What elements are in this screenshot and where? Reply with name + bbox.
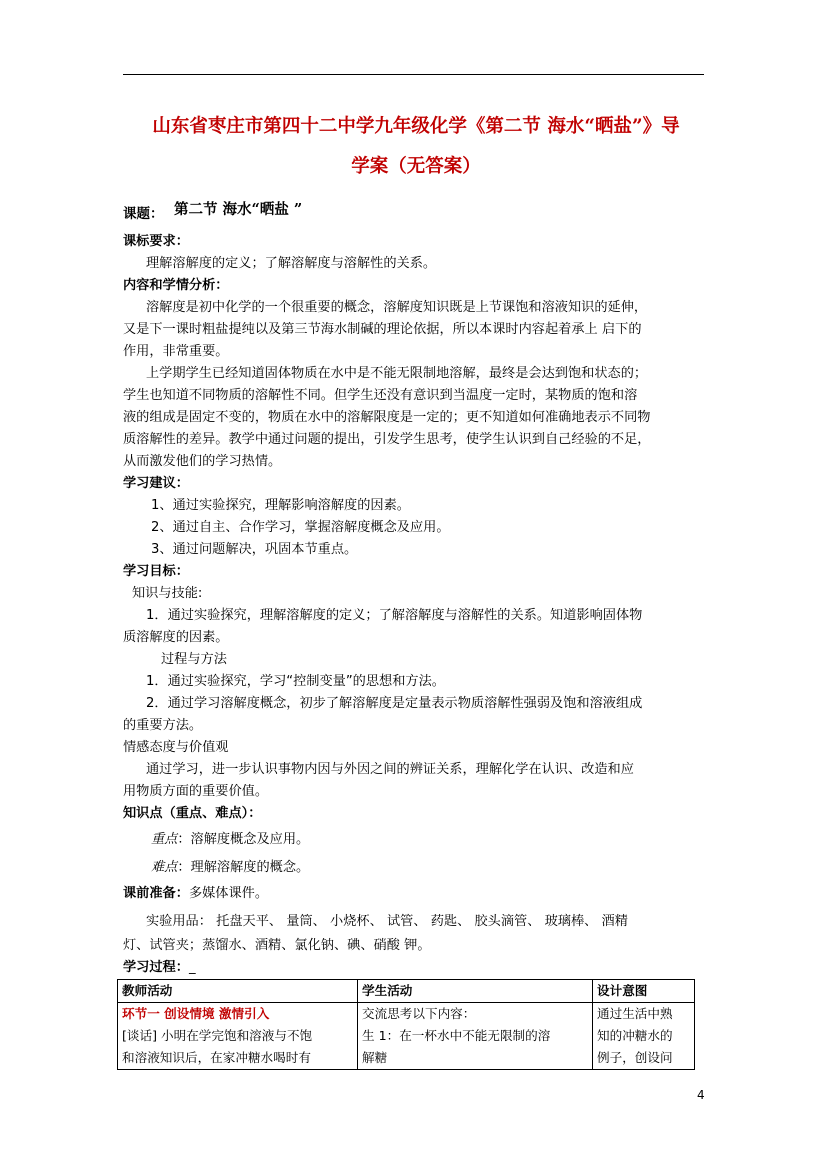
stage-title: 环节一 创设情境 激情引入 (122, 1006, 270, 1021)
knowledge-line: 1．通过实验探究，理解溶解度的定义；了解溶解度与溶解性的关系。知道影响固体物 (146, 608, 643, 623)
student-line: 交流思考以下内容： (362, 1006, 476, 1021)
supplies-line: 灯、试管夹；蒸馏水、酒精、氯化钠、碘、硝酸 钾。 (123, 938, 431, 953)
emotion-line: 用物质方面的重要价值。 (123, 784, 269, 799)
table-header-row (118, 980, 695, 1003)
table-row (118, 1003, 695, 1070)
analysis-p2-line: 学生也知道不同物质的溶解性不同。但学生还没有意识到当温度一定时，某物质的饱和溶 (123, 388, 638, 403)
prep-text: 多媒体课件。 (188, 886, 269, 901)
process-method-item: 的重要方法。 (123, 718, 203, 733)
student-line: 生 1：在一杯水中不能无限制的溶 (362, 1028, 551, 1043)
process-method-item: 1．通过实验探究，学习“控制变量”的思想和方法。 (146, 674, 445, 689)
analysis-p2-line: 上学期学生已经知道固体物质在水中是不能无限制地溶解，最终是会达到饱和状态的； (146, 366, 648, 381)
key-point-text: ：溶解度概念及应用。 (177, 832, 310, 847)
document-title-line-1: 山东省枣庄市第四十二中学九年级化学《第二节 海水“晒盐”》导 (152, 116, 680, 137)
header-student: 学生活动 (358, 980, 593, 1003)
student-line: 解糖 (362, 1050, 388, 1065)
standard-label: 课标要求： (123, 234, 189, 249)
suggestion-item: 2、通过自主、合作学习，掌握溶解度概念及应用。 (151, 520, 450, 535)
emotion-label: 情感态度与价值观 (123, 740, 229, 755)
standard-text: 理解溶解度的定义；了解溶解度与溶解性的关系。 (146, 256, 437, 271)
document-title-line-2: 学案（无答案） (351, 156, 481, 177)
analysis-p1-line: 溶解度是初中化学的一个很重要的概念，溶解度知识既是上节课饱和溶液知识的延伸， (146, 300, 648, 315)
analysis-p1-line: 又是下一课时粗盐提纯以及第三节海水制碱的理论依据，所以本课时内容起着承上 启下的 (123, 322, 642, 337)
process-line (123, 958, 196, 978)
design-line: 通过生活中熟 (597, 1006, 673, 1021)
suggestions-label: 学习建议： (123, 476, 189, 491)
emotion-line: 通过学习，进一步认识事物内因与外因之间的辨证关系，理解化学在认识、改造和应 (146, 762, 634, 777)
learning-process-table (117, 979, 695, 1070)
key-point-label: 重点 (151, 832, 178, 847)
process-method-label: 过程与方法 (161, 652, 227, 667)
prep-line (123, 884, 268, 904)
supplies-line: 实验用品： 托盘天平、 量筒、 小烧杯、 试管、 药匙、 胶头滴管、 玻璃棒、 酒精 (146, 914, 628, 929)
difficult-point-text: ：理解溶解度的概念。 (177, 860, 310, 875)
analysis-p2-line: 质溶解性的差异。教学中通过问题的提出，引发学生思考，使学生认识到自己经验的不足， (123, 432, 651, 447)
process-method-item: 2．通过学习溶解度概念，初步了解溶解度是定量表示物质溶解性强弱及饱和溶液组成 (146, 696, 643, 711)
difficult-point (151, 858, 309, 878)
knowledge-line: 质溶解度的因素。 (123, 630, 229, 645)
analysis-label: 内容和学情分析： (123, 278, 229, 293)
header-rule (123, 74, 704, 75)
topic-label: 课题： (123, 206, 164, 222)
topic-title: 第二节 海水“晒盐 ” (174, 201, 303, 218)
process-mark: _ (188, 960, 196, 975)
page-number: 4 (697, 1088, 705, 1102)
header-teacher: 教师活动 (118, 980, 358, 1003)
teacher-line: 和溶液知识后，在家冲糖水喝时有 (122, 1050, 311, 1065)
process-label: 学习过程： (123, 960, 189, 975)
difficult-point-label: 难点 (151, 860, 178, 875)
keypoints-label: 知识点（重点、难点）： (123, 806, 262, 821)
design-line: 例子，创设问 (597, 1050, 673, 1065)
suggestion-item: 3、通过问题解决，巩固本节重点。 (151, 542, 358, 557)
analysis-p2-line: 从而激发他们的学习热情。 (123, 454, 282, 469)
teacher-line: [谈话] 小明在学完饱和溶液与不饱 (122, 1028, 313, 1043)
analysis-p2-line: 液的组成是固定不变的，物质在水中的溶解限度是一定的；更不知道如何准确地表示不同物 (123, 410, 651, 425)
goals-label: 学习目标： (123, 564, 189, 579)
suggestion-item: 1、通过实验探究，理解影响溶解度的因素。 (151, 498, 410, 513)
teacher-cell (118, 1003, 358, 1070)
prep-label: 课前准备： (123, 886, 189, 901)
knowledge-label: 知识与技能: (132, 586, 203, 601)
design-cell (593, 1003, 695, 1070)
design-line: 知的冲糖水的 (597, 1028, 673, 1043)
key-point (151, 830, 309, 850)
student-cell (358, 1003, 593, 1070)
header-design: 设计意图 (593, 980, 695, 1003)
analysis-p1-line: 作用，非常重要。 (123, 344, 229, 359)
